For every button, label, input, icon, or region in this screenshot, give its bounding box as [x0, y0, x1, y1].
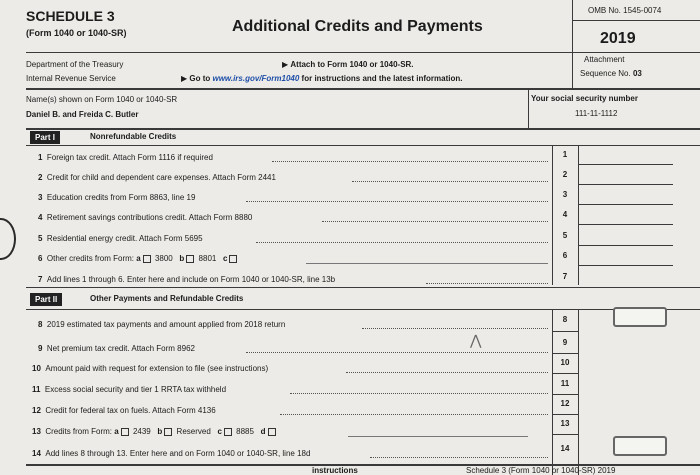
line-number: 12	[560, 399, 570, 408]
line-number: 2	[562, 170, 568, 179]
sequence-number: Sequence No. 03	[580, 69, 642, 78]
cursor-icon: ⋀	[470, 332, 482, 348]
other-form-checkbox[interactable]	[229, 255, 237, 263]
tax-form-page: SCHEDULE 3 (Form 1040 or 1040-SR) Additional Credits and Payments OMB No. 1545-0074 2019 Attachment Sequence No. 03 Department of the Treasury Internal Revenue Service ▶ Attach to Form 1040 or 1040-SR. ▶ Go to www.irs.gov/Form1040 for instructions and the latest information. Name(s) shown on Form 1040 or 1040-SR Daniel B. and Freida C. Butler Your social security number 111-11-1112 Part I Nonrefundable Credits 1 Foreign tax credit. Attach Form 1116 if required 1 2 Credit for child and dependent care expenses. Attach Form 2441 2 3 Education credits from Form 8863, line 19 3 4 Retirement savings contributions credit. Attach Form 8880 4 5 Residential energy credit. Attach Form 5695 5 6 Other credits from Form: a 3800 b 8801 c 6 7 Add lines 1 through 6. Enter here and include on Form 1040 or 1040-SR, line 13b 7 Part II Other Payments and Refundable Credits 8 2019 estimated tax payments and amount applied from 2018 return 8 9 Net premium tax credit. Attach Form 8962 9 ⋀ 10 Amount paid with request for extension to file (see instructions) 10 11 Excess social security and tier 1 RRTA tax withheld 11 12 Credit for federal tax on fuels. Attach Form 4136 12 13 Credits from Form: a 2439 b Reserved c 8885 d 13 14 Add lines 8 through 13. Enter here and on Form 1040 or 1040-SR, line 18d 14 instructions Schedule 3 (Form 1040 or 1040-SR) 2019	[0, 0, 700, 475]
part2-label: Part II	[30, 293, 62, 306]
part2-title: Other Payments and Refundable Credits	[90, 294, 244, 303]
line-number: 9	[562, 338, 568, 347]
footer-right: Schedule 3 (Form 1040 or 1040-SR) 2019	[466, 466, 616, 475]
line-14-amount-box[interactable]	[613, 436, 667, 456]
irs-line: Internal Revenue Service	[26, 74, 116, 83]
irs-link[interactable]: www.irs.gov/Form1040	[212, 74, 300, 83]
attachment-label: Attachment	[584, 55, 625, 64]
goto-instruction: ▶ Go to www.irs.gov/Form1040 for instructions and the latest information.	[181, 74, 463, 83]
footer-left: instructions	[312, 466, 358, 475]
line-number: 1	[562, 150, 568, 159]
form-2439-checkbox[interactable]	[121, 428, 129, 436]
other-credit-checkbox[interactable]	[268, 428, 276, 436]
schedule-title: SCHEDULE 3	[26, 8, 115, 24]
tax-year: 2019	[600, 30, 636, 47]
department-line: Department of the Treasury	[26, 60, 124, 69]
part1-title: Nonrefundable Credits	[90, 132, 177, 141]
line-number: 7	[562, 272, 568, 281]
line-number: 8	[562, 315, 568, 324]
line-number: 11	[560, 379, 570, 388]
reserved-checkbox[interactable]	[164, 428, 172, 436]
attach-instruction: ▶ Attach to Form 1040 or 1040-SR.	[282, 60, 414, 69]
name-label: Name(s) shown on Form 1040 or 1040-SR	[26, 95, 178, 104]
line-number: 14	[560, 444, 570, 453]
line-number: 3	[562, 190, 568, 199]
line-number: 6	[562, 251, 568, 260]
line-number: 13	[560, 419, 570, 428]
line-8-amount-box[interactable]	[613, 307, 667, 327]
form-title: Additional Credits and Payments	[232, 18, 483, 35]
taxpayer-name[interactable]: Daniel B. and Freida C. Butler	[26, 110, 139, 119]
omb-number: OMB No. 1545-0074	[588, 6, 662, 15]
form-8885-checkbox[interactable]	[224, 428, 232, 436]
line-number: 4	[562, 210, 568, 219]
line-number: 10	[560, 358, 570, 367]
form-reference: (Form 1040 or 1040-SR)	[26, 28, 127, 38]
form-8801-checkbox[interactable]	[186, 255, 194, 263]
line-number: 5	[562, 231, 568, 240]
ssn-label: Your social security number	[531, 94, 638, 103]
form-3800-checkbox[interactable]	[143, 255, 151, 263]
ssn-value[interactable]: 111-11-1112	[575, 109, 618, 118]
binder-ring	[0, 218, 16, 260]
part1-label: Part I	[30, 131, 60, 144]
